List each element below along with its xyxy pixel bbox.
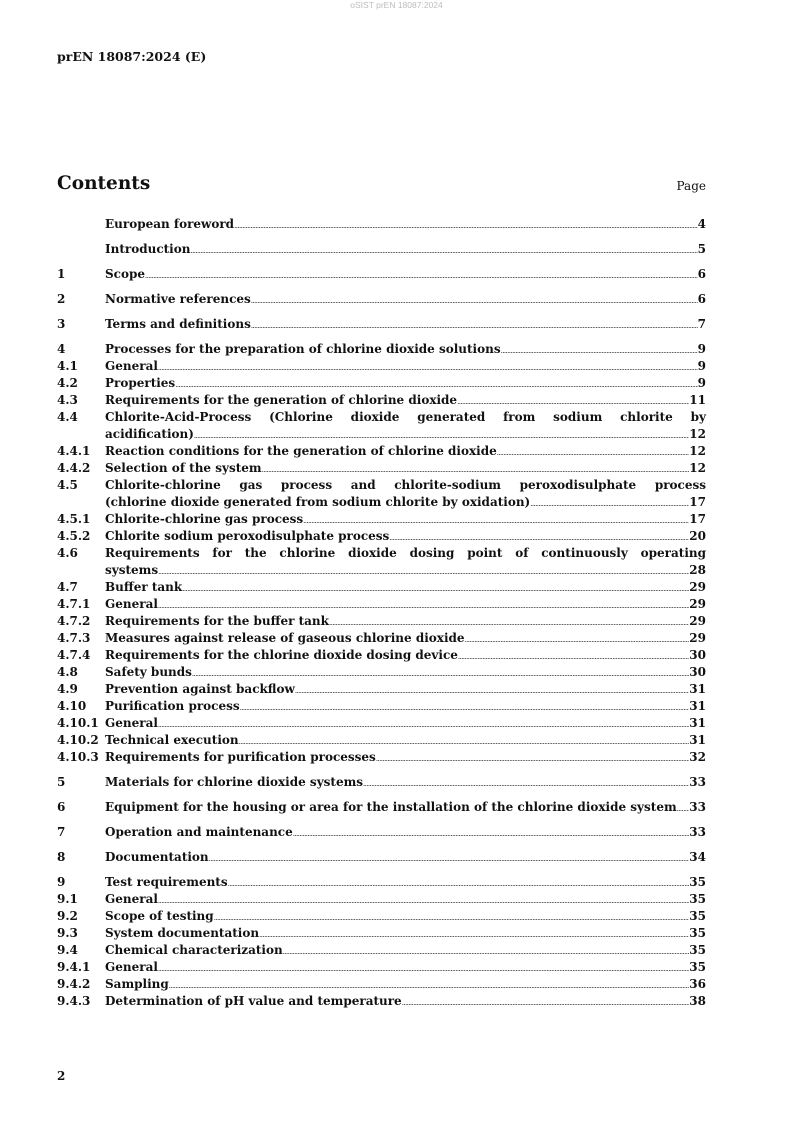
toc-entry[interactable] [57,316,706,333]
toc-entry-title: Purification process [105,699,240,713]
toc-entry-page: 6 [697,292,706,306]
toc-entry-number: 2 [57,292,66,306]
toc-entry-title: General [105,960,158,974]
toc-entry-number: 4.5 [57,478,78,492]
toc-entry-title: Documentation [105,850,209,864]
toc-entry-number: 4.7.4 [57,648,91,662]
toc-entry-page: 35 [689,960,706,974]
toc-entry-page: 29 [689,580,706,594]
toc-entry-page: 33 [689,825,706,839]
toc-entry-content [105,925,706,942]
toc-entry-title: Sampling [105,977,169,991]
toc-entry-page: 11 [689,393,706,407]
toc-entry-page: 9 [697,359,706,373]
toc-entry-page: 29 [689,631,706,645]
toc-entry-title: Requirements for the chlorine dioxide dosing device [105,648,458,662]
toc-entry-number: 7 [57,825,66,839]
toc-entry-title: General [105,359,158,373]
toc-entry-page: 35 [689,875,706,889]
toc-entry[interactable] [57,409,706,443]
toc-entry-page: 31 [689,682,706,696]
toc-entry-title: Introduction [105,242,191,256]
toc-entry-title: Chemical characterization [105,943,283,957]
toc-entry-title: systems [105,563,159,577]
toc-entry-page: 33 [689,800,706,814]
toc-entry-page: 9 [697,376,706,390]
toc-entry-page: 17 [689,495,706,509]
toc-entry-title: Operation and maintenance [105,825,293,839]
toc-entry[interactable] [57,976,706,993]
toc-entry-content [105,409,706,443]
toc-entry-content [105,891,706,908]
toc-entry-content [105,316,706,333]
toc-entry-title: Chlorite sodium peroxodisulphate process [105,529,390,543]
toc-entry-page: 12 [689,461,706,475]
toc-entry-number: 1 [57,267,66,281]
toc-entry-page: 29 [689,614,706,628]
toc-entry-title: Technical execution [105,733,239,747]
toc-entry-content [105,959,706,976]
toc-entry-title: Prevention against backflow [105,682,295,696]
toc-entry-title: Reaction conditions for the generation of chlorine dioxide [105,444,497,458]
toc-entry[interactable] [57,358,706,375]
toc-entry-page: 34 [689,850,706,864]
toc-entry-page: 35 [689,926,706,940]
toc-entry-page: 9 [697,342,706,356]
toc-entry-number: 4.5.1 [57,512,91,526]
document-id: prEN 18087:2024 (E) [57,49,207,64]
toc-entry-number: 4.7 [57,580,78,594]
toc-entry-title: Scope [105,267,146,281]
toc-entry-title: System documentation [105,926,260,940]
toc-entry-number: 4.10 [57,699,87,713]
toc-entry-number: 4.10.1 [57,716,99,730]
dot-leader [677,801,690,818]
footer-page-number: 2 [57,1069,66,1083]
toc-entry[interactable] [57,477,706,511]
toc-entry-number: 4.6 [57,546,78,560]
toc-entry-page: 6 [697,267,706,281]
toc-entry[interactable] [57,266,706,283]
toc-entry-content [105,942,706,959]
toc-entry-title: Buffer tank [105,580,183,594]
toc-entry[interactable] [57,613,706,630]
toc-entry-number: 4.10.2 [57,733,99,747]
toc-entry[interactable] [57,681,706,698]
toc-entry-page: 36 [689,977,706,991]
toc-entry-title: Normative references [105,292,251,306]
toc-entry-title: Scope of testing [105,909,214,923]
toc-entry-page: 33 [689,775,706,789]
toc-entry-content [105,976,706,993]
toc-entry-content [105,647,706,664]
toc-entry-page: 35 [689,892,706,906]
toc-entry[interactable] [57,596,706,613]
toc-entry[interactable] [57,715,706,732]
toc-entry-content [105,849,706,866]
toc-entry-content [105,216,706,233]
toc-entry-page: 4 [697,217,706,231]
toc-entry-page: 32 [689,750,706,764]
toc-entry-number: 4.4.2 [57,461,91,475]
toc-entry-title: General [105,716,158,730]
dot-leader [363,776,689,793]
toc-entry-content [105,358,706,375]
dot-leader [293,826,690,843]
toc-entry-number: 5 [57,775,66,789]
toc-entry-number: 4.7.3 [57,631,91,645]
toc-entry[interactable] [57,874,706,891]
toc-entry-number: 8 [57,850,66,864]
toc-entry[interactable] [57,959,706,976]
dot-leader [209,851,690,868]
toc-entry-title: Properties [105,376,176,390]
toc-entry-page: 35 [689,943,706,957]
toc-entry[interactable] [57,375,706,392]
toc-entry-page: 35 [689,909,706,923]
dot-leader [145,268,698,285]
toc-entry-content [105,824,706,841]
toc-entry[interactable] [57,908,706,925]
toc-entry[interactable] [57,216,706,233]
toc-entry-content [105,613,706,630]
toc-entry-page: 31 [689,699,706,713]
toc-entry-content [105,392,706,409]
toc-entry-number: 4.7.2 [57,614,91,628]
toc-entry-number: 4 [57,342,66,356]
toc-entry[interactable] [57,799,706,816]
toc-entry-number: 4.1 [57,359,78,373]
toc-entry[interactable] [57,511,706,528]
dot-leader [251,318,698,335]
toc-entry-number: 4.9 [57,682,78,696]
toc-entry-page: 31 [689,716,706,730]
toc-entry-content [105,241,706,258]
toc-entry[interactable] [57,392,706,409]
toc-entry-title: Requirements for purification processes [105,750,376,764]
toc-entry-number: 4.5.2 [57,529,91,543]
toc-entry-page: 30 [689,665,706,679]
toc-entry-content [105,993,706,1010]
toc-entry-title: Terms and definitions [105,317,251,331]
toc-entry[interactable] [57,647,706,664]
toc-entry[interactable] [57,241,706,258]
toc-entry-title-first-line: Chlorite-chlorine gas process and chlorite-sodium peroxodisulphate process [105,478,706,492]
toc-entry[interactable] [57,824,706,841]
toc-entry-content [105,774,706,791]
toc-entry-number: 9.4.3 [57,994,91,1008]
toc-entry-content [105,596,706,613]
toc-entry-title-first-line: Requirements for the chlorine dioxide dosing point of continuously operating [105,546,706,560]
toc-entry-number: 4.10.3 [57,750,99,764]
toc-entry-page: 7 [697,317,706,331]
toc-entry-title: Materials for chlorine dioxide systems [105,775,364,789]
toc-entry[interactable] [57,925,706,942]
watermark: oSIST prEN 18087:2024 [350,0,443,10]
toc-entry[interactable] [57,732,706,749]
toc-entry-number: 4.4.1 [57,444,91,458]
toc-entry-content [105,528,706,545]
dot-leader [190,243,697,260]
toc-entry-title: European foreword [105,217,235,231]
toc-entry[interactable] [57,993,706,1010]
toc-entry-title: General [105,597,158,611]
toc-entry-title: acidification) [105,427,194,441]
toc-entry-page: 38 [689,994,706,1008]
table-of-contents [57,216,706,1010]
toc-entry-content [105,291,706,308]
toc-entry[interactable] [57,849,706,866]
toc-entry-number: 9.4.2 [57,977,91,991]
toc-entry-title: (chlorine dioxide generated from sodium chlorite by oxidation) [105,495,531,509]
toc-entry-number: 4.4 [57,410,78,424]
toc-entry-number: 6 [57,800,66,814]
toc-entry-content [105,799,706,816]
toc-entry-number: 9.4 [57,943,78,957]
toc-entry[interactable] [57,942,706,959]
toc-entry-title: Equipment for the housing or area for the installation of the chlorine dioxide system [105,800,677,814]
toc-entry[interactable] [57,774,706,791]
toc-entry[interactable] [57,443,706,460]
toc-entry[interactable] [57,749,706,766]
toc-entry-content [105,477,706,511]
toc-entry-number: 4.3 [57,393,78,407]
toc-entry-title: Chlorite-chlorine gas process [105,512,304,526]
toc-entry-number: 4.2 [57,376,78,390]
toc-entry[interactable] [57,528,706,545]
toc-entry-number: 9.4.1 [57,960,91,974]
toc-entry-page: 12 [689,444,706,458]
toc-entry-content [105,749,706,766]
toc-entry-number: 9.1 [57,892,78,906]
toc-entry-title: Determination of pH value and temperature [105,994,402,1008]
toc-entry-content [105,511,706,528]
toc-entry[interactable] [57,630,706,647]
toc-entry-page: 12 [689,427,706,441]
toc-entry-page: 5 [697,242,706,256]
toc-entry-content [105,732,706,749]
toc-entry-title: Safety bunds [105,665,192,679]
contents-title: Contents [57,173,151,194]
toc-entry-title: General [105,892,158,906]
toc-entry-title: Requirements for the buffer tank [105,614,329,628]
dot-leader [251,293,698,310]
toc-entry[interactable] [57,579,706,596]
toc-entry-content [105,460,706,477]
toc-entry-number: 9.3 [57,926,78,940]
toc-entry-content [105,630,706,647]
toc-entry-content [105,375,706,392]
toc-entry-number: 4.7.1 [57,597,91,611]
toc-entry[interactable] [57,545,706,579]
toc-entry-number: 9 [57,875,66,889]
toc-entry-page: 30 [689,648,706,662]
toc-entry-page: 29 [689,597,706,611]
toc-entry-title: Requirements for the generation of chlorine dioxide [105,393,458,407]
toc-entry-content [105,874,706,891]
toc-entry-content [105,545,706,579]
toc-entry-title: Selection of the system [105,461,262,475]
toc-entry-page: 17 [689,512,706,526]
toc-entry[interactable] [57,664,706,681]
toc-entry-content [105,715,706,732]
dot-leader [402,995,690,1012]
toc-entry[interactable] [57,460,706,477]
toc-entry-title: Test requirements [105,875,228,889]
toc-entry-page: 28 [689,563,706,577]
dot-leader [376,751,689,768]
toc-entry[interactable] [57,341,706,358]
toc-entry-number: 9.2 [57,909,78,923]
toc-entry-title-first-line: Chlorite-Acid-Process (Chlorine dioxide generated from sodium chlorite by [105,410,706,424]
toc-entry-title: Processes for the preparation of chlorine dioxide solutions [105,342,501,356]
toc-entry-number: 4.8 [57,665,78,679]
toc-entry-content [105,908,706,925]
toc-entry-content [105,443,706,460]
toc-entry[interactable] [57,698,706,715]
toc-entry-page: 20 [689,529,706,543]
toc-entry-number: 3 [57,317,66,331]
toc-entry-title: Measures against release of gaseous chlorine dioxide [105,631,465,645]
toc-entry-content [105,579,706,596]
toc-entry-content [105,681,706,698]
toc-entry-page: 31 [689,733,706,747]
toc-entry-content [105,698,706,715]
dot-leader [234,218,698,235]
page-column-label: Page [676,179,706,193]
toc-entry[interactable] [57,891,706,908]
toc-entry-content [105,664,706,681]
toc-entry-content [105,266,706,283]
toc-entry[interactable] [57,291,706,308]
toc-entry-content [105,341,706,358]
